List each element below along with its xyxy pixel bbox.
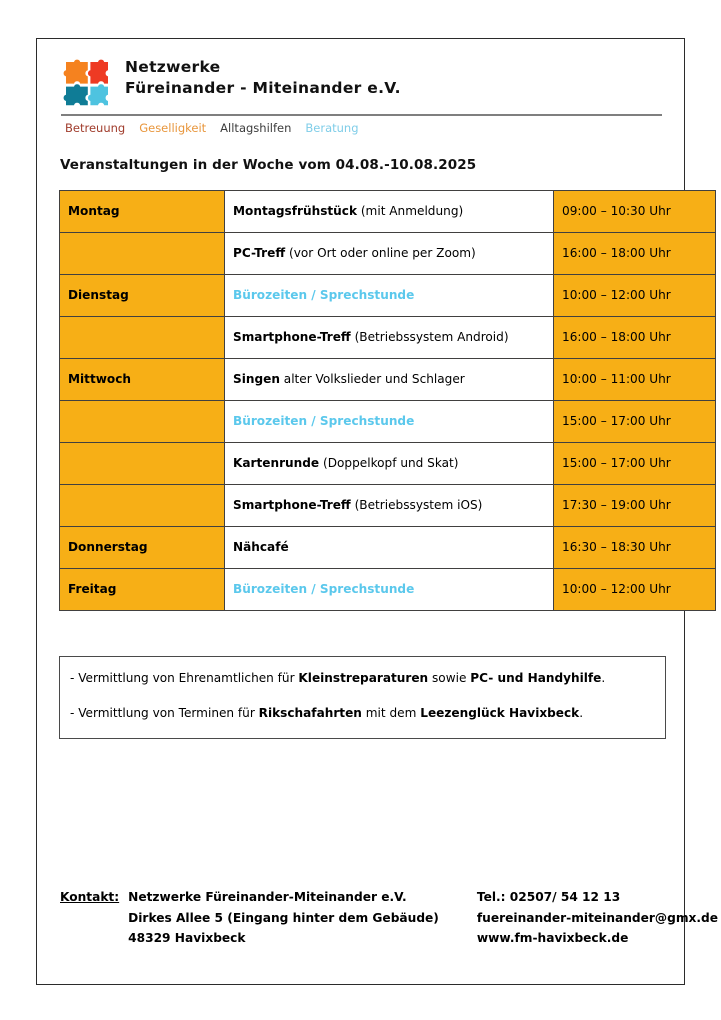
event-title: Kartenrunde xyxy=(233,456,320,470)
contact-block xyxy=(60,887,719,949)
table-row xyxy=(60,191,716,233)
schedule-table-wrapper xyxy=(59,190,671,611)
schedule-time-cell: 15:00 – 17:00 Uhr xyxy=(554,401,716,443)
event-detail: alter Volkslieder und Schlager xyxy=(279,372,465,386)
note-emphasis: Kleinstreparaturen xyxy=(298,671,429,685)
schedule-day-cell: Freitag xyxy=(60,569,225,611)
schedule-event-cell xyxy=(225,443,554,485)
org-name-line-2: Füreinander - Miteinander e.V. xyxy=(125,79,401,97)
page-title: Veranstaltungen in der Woche vom 04.08.-10.08.2025 xyxy=(60,157,477,173)
event-detail: (Doppelkopf und Skat) xyxy=(319,456,459,470)
event-detail: (Betriebssystem iOS) xyxy=(350,498,483,512)
schedule-time-cell: 10:00 – 12:00 Uhr xyxy=(554,569,716,611)
organization-name xyxy=(125,56,401,99)
contact-details xyxy=(477,887,718,949)
note-emphasis: Rikschafahrten xyxy=(258,706,362,720)
note-emphasis: Leezenglück Havixbeck xyxy=(420,706,580,720)
table-row xyxy=(60,401,716,443)
schedule-event-cell xyxy=(225,359,554,401)
note-text: . xyxy=(579,706,584,720)
event-detail: (vor Ort oder online per Zoom) xyxy=(285,246,476,260)
contact-detail-line: Tel.: 02507/ 54 12 13 xyxy=(476,890,621,904)
schedule-day-cell xyxy=(60,317,225,359)
event-office-hours-label: Bürozeiten / Sprechstunde xyxy=(233,414,415,428)
table-row xyxy=(60,485,716,527)
note-line xyxy=(70,705,655,722)
table-row xyxy=(60,275,716,317)
schedule-event-cell xyxy=(225,401,554,443)
schedule-day-cell: Dienstag xyxy=(60,275,225,317)
schedule-time-cell: 16:00 – 18:00 Uhr xyxy=(554,317,716,359)
event-detail: (mit Anmeldung) xyxy=(357,204,464,218)
contact-address-line: 48329 Havixbeck xyxy=(128,931,246,945)
event-title: Nähcafé xyxy=(233,540,289,554)
schedule-time-cell: 17:30 – 19:00 Uhr xyxy=(554,485,716,527)
nav-item-betreuung[interactable]: Betreuung xyxy=(65,121,126,135)
schedule-day-cell: Mittwoch xyxy=(60,359,225,401)
contact-address-line: Netzwerke Füreinander-Miteinander e.V. xyxy=(128,890,407,904)
schedule-time-cell: 16:30 – 18:30 Uhr xyxy=(554,527,716,569)
event-detail: (Betriebssystem Android) xyxy=(350,330,509,344)
schedule-event-cell xyxy=(225,527,554,569)
document-page xyxy=(36,38,719,985)
schedule-day-cell xyxy=(60,401,225,443)
schedule-event-cell xyxy=(225,317,554,359)
schedule-day-cell xyxy=(60,443,225,485)
event-title: Singen xyxy=(233,372,280,386)
nav-item-beratung[interactable]: Beratung xyxy=(305,121,359,135)
schedule-day-cell: Montag xyxy=(60,191,225,233)
schedule-day-cell: Donnerstag xyxy=(60,527,225,569)
note-text: . xyxy=(601,671,606,685)
schedule-event-cell xyxy=(225,485,554,527)
note-text: mit dem xyxy=(361,706,421,720)
schedule-event-cell xyxy=(225,569,554,611)
table-row xyxy=(60,443,716,485)
contact-detail-line: www.fm-havixbeck.de xyxy=(476,931,629,945)
schedule-day-cell xyxy=(60,233,225,275)
schedule-time-cell: 16:00 – 18:00 Uhr xyxy=(554,233,716,275)
note-text: - Vermittlung von Ehrenamtlichen für xyxy=(70,671,299,685)
nav-item-alltagshilfen[interactable]: Alltagshilfen xyxy=(220,121,292,135)
table-row xyxy=(60,569,716,611)
note-text: sowie xyxy=(428,671,471,685)
nav-item-geselligkeit[interactable]: Geselligkeit xyxy=(139,121,207,135)
event-title: Montagsfrühstück xyxy=(233,204,357,218)
event-title: Smartphone-Treff xyxy=(233,498,351,512)
table-row xyxy=(60,527,716,569)
puzzle-pieces-logo-icon xyxy=(63,58,111,108)
contact-address-line: Dirkes Allee 5 (Eingang hinter dem Gebäude) xyxy=(128,910,439,925)
event-title: Smartphone-Treff xyxy=(233,330,351,344)
schedule-time-cell: 10:00 – 12:00 Uhr xyxy=(554,275,716,317)
event-title: PC-Treff xyxy=(233,246,286,260)
schedule-event-cell xyxy=(225,191,554,233)
contact-label: Kontakt: xyxy=(60,890,120,904)
table-row xyxy=(60,317,716,359)
category-nav xyxy=(37,116,684,135)
note-emphasis: PC- und Handyhilfe xyxy=(470,671,602,685)
event-office-hours-label: Bürozeiten / Sprechstunde xyxy=(233,288,415,302)
schedule-time-cell: 15:00 – 17:00 Uhr xyxy=(554,443,716,485)
note-line xyxy=(70,670,655,687)
event-office-hours-label: Bürozeiten / Sprechstunde xyxy=(233,582,415,596)
table-row xyxy=(60,359,716,401)
table-row xyxy=(60,233,716,275)
contact-address xyxy=(128,887,439,949)
contact-detail-line: fuereinander-miteinander@gmx.de xyxy=(476,910,719,925)
document-header xyxy=(37,39,684,108)
schedule-time-cell: 10:00 – 11:00 Uhr xyxy=(554,359,716,401)
org-name-line-1: Netzwerke xyxy=(125,58,221,76)
note-text: - Vermittlung von Terminen für xyxy=(70,706,259,720)
schedule-day-cell xyxy=(60,485,225,527)
services-notes-box xyxy=(59,656,666,739)
schedule-event-cell xyxy=(225,275,554,317)
schedule-table xyxy=(59,190,716,611)
schedule-time-cell: 09:00 – 10:30 Uhr xyxy=(554,191,716,233)
schedule-event-cell xyxy=(225,233,554,275)
